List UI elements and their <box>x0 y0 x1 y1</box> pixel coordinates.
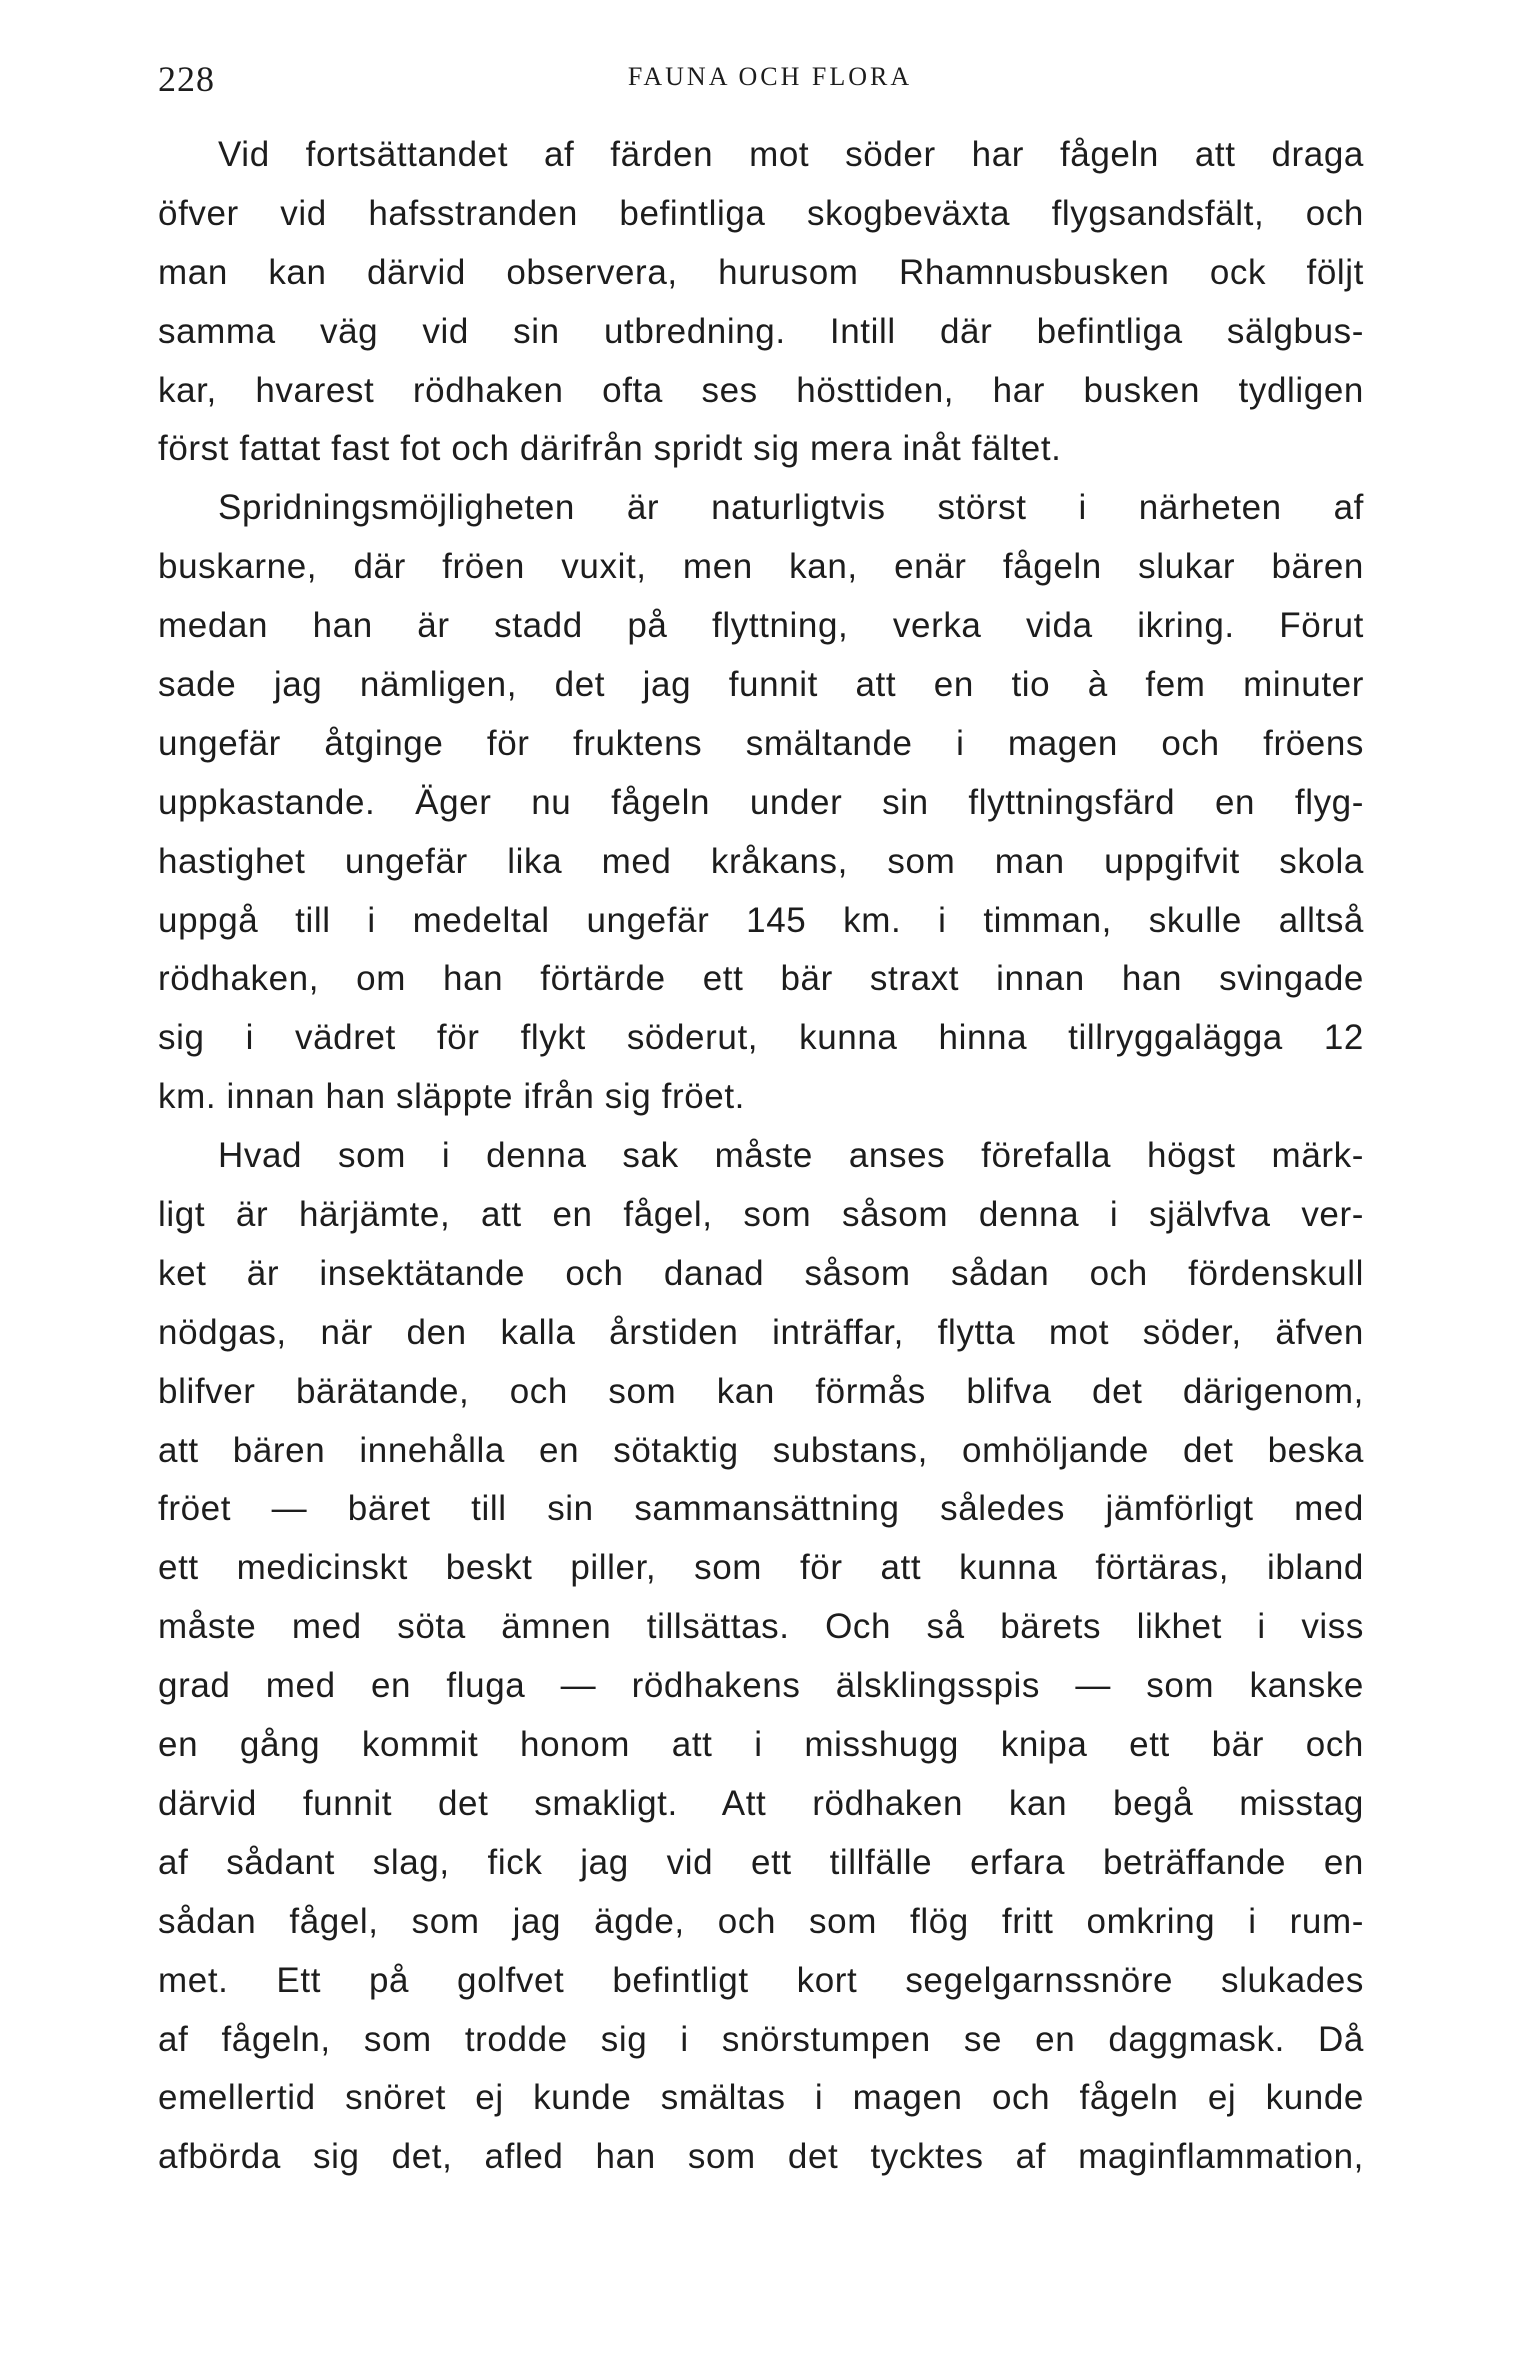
text-line: uppkastande. Äger nu fågeln under sin flyttningsfärd en flyg- <box>158 782 1364 822</box>
text-line: Hvad som i denna sak måste anses förefalla högst märk- <box>218 1136 1364 1176</box>
text-line: buskarne, där fröen vuxit, men kan, enär fågeln slukar bären <box>158 547 1364 587</box>
text-line: ungefär åtginge för fruktens smältande i magen och fröens <box>158 723 1364 763</box>
text-line: därvid funnit det smakligt. Att rödhaken kan begå misstag <box>158 1783 1364 1823</box>
text-line: af fågeln, som trodde sig i snörstumpen se en daggmask. Då <box>158 2019 1364 2059</box>
text-line: hastighet ungefär lika med kråkans, som man uppgifvit skola <box>158 841 1364 881</box>
text-line: emellertid snöret ej kunde smältas i magen och fågeln ej kunde <box>158 2078 1364 2118</box>
text-line: medan han är stadd på flyttning, verka vida ikring. Förut <box>158 606 1364 646</box>
text-line: öfver vid hafsstranden befintliga skogbeväxta flygsandsfält, och <box>158 193 1364 233</box>
text-line: grad med en fluga — rödhakens älsklingsspis — som kanske <box>158 1666 1364 1706</box>
text-line: uppgå till i medeltal ungefär 145 km. i timman, skulle alltså <box>158 900 1364 940</box>
text-line: Vid fortsättandet af färden mot söder har fågeln att draga <box>218 135 1364 174</box>
text-line: rödhaken, om han förtärde ett bär straxt innan han svingade <box>158 959 1364 999</box>
text-line: ligt är härjämte, att en fågel, som såsom denna i självfva ver- <box>158 1195 1364 1235</box>
text-line: samma väg vid sin utbredning. Intill där befintliga sälgbus- <box>158 311 1364 351</box>
text-line: sade jag nämligen, det jag funnit att en tio à fem minuter <box>158 665 1364 705</box>
text-line: fröet — bäret till sin sammansättning således jämförligt med <box>158 1489 1364 1529</box>
text-line: man kan därvid observera, hurusom Rhamnusbusken ock följt <box>158 252 1364 292</box>
text-line: afbörda sig det, afled han som det tycktes af maginflammation, <box>158 2137 1364 2177</box>
text-line: nödgas, när den kalla årstiden inträffar, flytta mot söder, äfven <box>158 1312 1364 1352</box>
text-line: ket är insektätande och danad såsom sådan och fördenskull <box>158 1253 1364 1293</box>
text-line: sådan fågel, som jag ägde, och som flög fritt omkring i rum- <box>158 1901 1364 1941</box>
text-line: kar, hvarest rödhaken ofta ses hösttiden, har busken tydligen <box>158 370 1364 410</box>
page-header <box>158 50 1372 110</box>
text-line: måste med söta ämnen tillsättas. Och så bärets likhet i viss <box>158 1607 1364 1647</box>
running-title: FAUNA OCH FLORA <box>627 62 913 91</box>
text-line: blifver bärätande, och som kan förmås blifva det därigenom, <box>158 1371 1364 1411</box>
text-line: sig i vädret för flykt söderut, kunna hinna tillryggalägga 12 <box>158 1018 1364 1058</box>
text-line: ett medicinskt beskt piller, som för att kunna förtäras, ibland <box>158 1548 1364 1588</box>
text-line: att bären innehålla en sötaktig substans, omhöljande det beska <box>158 1430 1364 1470</box>
body-text <box>158 126 1364 2187</box>
page-number: 228 <box>158 59 215 99</box>
text-line: Spridningsmöjligheten är naturligtvis störst i närheten af <box>218 488 1364 528</box>
text-line: först fattat fast fot och därifrån spridt sig mera inåt fältet. <box>158 429 1062 469</box>
text-line: met. Ett på golfvet befintligt kort segelgarnssnöre slukades <box>158 1960 1364 2000</box>
text-line: en gång kommit honom att i misshugg knipa ett bär och <box>158 1725 1364 1765</box>
text-line: km. innan han släppte ifrån sig fröet. <box>158 1077 746 1117</box>
text-line: af sådant slag, fick jag vid ett tillfälle erfara beträffande en <box>158 1842 1364 1882</box>
